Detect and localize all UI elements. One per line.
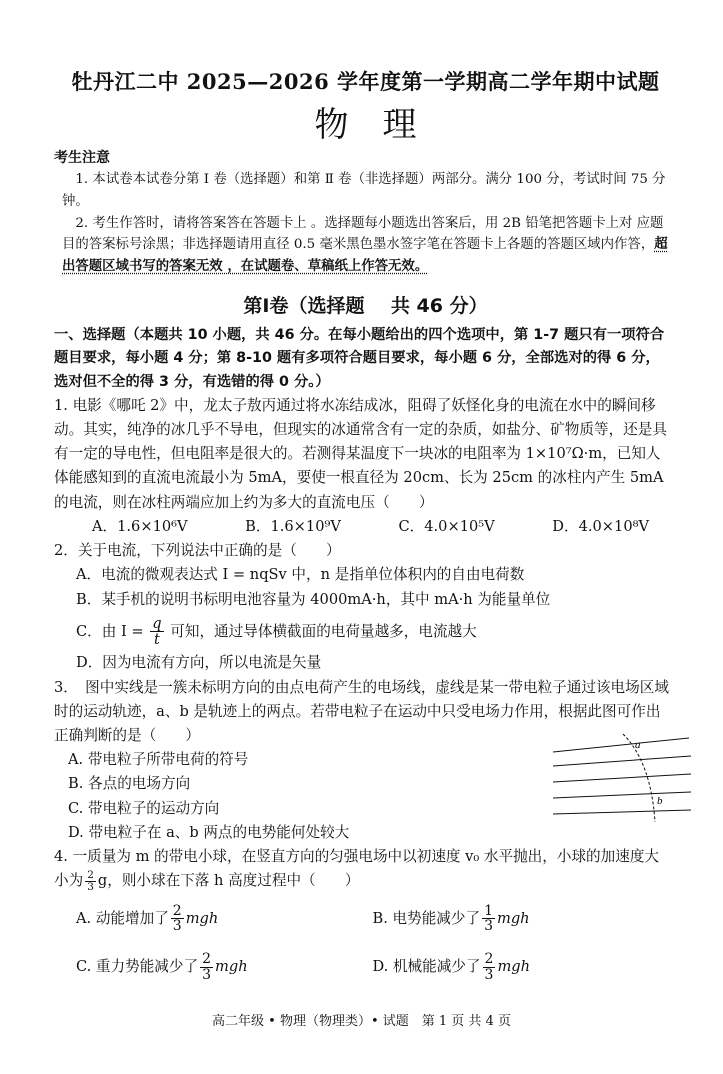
question-1-option-c: C．4.0×10⁵V	[398, 517, 495, 535]
fraction-denominator: 3	[202, 966, 212, 983]
notice-heading: 考生注意	[54, 150, 110, 167]
question-4-stem-part-2: g，则小球在下落 h 高度过程中（ ）	[97, 872, 360, 890]
option-d-unit: mgh	[497, 958, 531, 976]
question-4-option-a	[76, 904, 373, 934]
field-line	[553, 792, 691, 798]
question-2-option-c-suffix: 可知，通过导体横截面的电荷量越多，电流越大	[170, 622, 477, 640]
question-3-option-b: B. 各点的电场方向	[68, 775, 191, 793]
fraction-numerator: 2	[202, 950, 212, 967]
question-1-option-b: B．1.6×10⁹V	[245, 517, 341, 535]
question-2-stem: 2．关于电流，下列说法中正确的是（ ）	[54, 542, 341, 560]
question-4-stem	[54, 845, 669, 893]
option-d-fraction	[483, 952, 496, 982]
notice-item-1: 1. 本试卷本试卷分第 Ⅰ 卷（选择题）和第 Ⅱ 卷（非选择题）两部分。满分 100 分，考试时间 75 分钟。	[62, 172, 666, 209]
question-1	[54, 394, 669, 515]
part-one-title: 第Ⅰ卷（选择题 共 46 分）	[243, 294, 488, 317]
option-a-text: A. 动能增加了	[76, 909, 169, 927]
subject-title: 物理	[314, 105, 451, 146]
question-2-option-c	[54, 616, 669, 648]
field-line	[553, 810, 691, 814]
option-b-unit: mgh	[497, 909, 530, 927]
fraction-numerator: q	[152, 614, 162, 632]
fraction-numerator: 1	[484, 902, 493, 919]
option-a-fraction	[171, 904, 184, 934]
field-line	[553, 756, 691, 766]
question-1-option-d: D．4.0×10⁸V	[552, 517, 649, 535]
acceleration-fraction	[85, 870, 96, 893]
question-3-option-d: D. 带电粒子在 a、b 两点的电势能何处较大	[68, 823, 350, 841]
question-2-option-d: D．因为电流有方向，所以电流是矢量	[76, 654, 322, 672]
question-3-option-a: A. 带电粒子所带电荷的符号	[68, 751, 249, 769]
field-line	[553, 738, 689, 752]
exam-title: 牡丹江二中 2025—2026 学年度第一学期高二学年期中试题	[71, 69, 660, 94]
question-1-option-a: A．1.6×10⁶V	[92, 517, 188, 535]
figure-label-a: a	[635, 738, 641, 751]
question-4-option-c	[76, 952, 373, 982]
notice-block	[62, 169, 669, 278]
option-b-text: B. 电势能减少了	[372, 909, 481, 927]
notice-item-2	[62, 213, 669, 278]
electric-field-figure	[551, 732, 693, 824]
option-b-fraction	[482, 904, 495, 934]
option-c-fraction	[200, 952, 213, 982]
fraction-denominator: 3	[484, 918, 493, 935]
question-2-option-c-prefix: C．由 I =	[76, 622, 144, 640]
question-3	[54, 676, 669, 846]
current-formula-fraction	[150, 616, 163, 648]
notice-item-2-warning: 超出答题区域书写的答案无效 ，在试题卷、草稿纸上作答无效。	[62, 237, 668, 274]
question-4-options	[54, 904, 669, 983]
section-intro: 一、选择题（本题共 10 小题，共 46 分。在每小题给出的四个选项中，第 1-7 题只有一项符合题目要求，每小题 4 分；第 8-10 题有多项符合题目要求，每小题 6 分，全部选对的得 6 分，选对但不全的得 3 分，有选错的得 0 分。）	[54, 327, 665, 390]
fraction-numerator: 2	[172, 902, 182, 919]
question-1-stem: 1. 电影《哪吒 2》中，龙太子敖丙通过将水冻结成冰，阻碍了妖怪化身的电流在水中的瞬间移动。其实，纯净的冰几乎不导电，但现实的冰通常含有一定的杂质，如盐分、矿物质等，还是具有一定的导电性，但电阻率是很大的。若测得某温度下一块冰的电阻率为 1×10⁷Ω·m，已知人体能感知到的直流电流最小为 5mA，要使一根直径为 20cm、长为 25cm 的冰柱内产生 5mA 的电流，则在冰柱两端应加上约为多大的直流电压（ ）	[54, 396, 667, 511]
notice-item-2-text: 2. 考生作答时，请将答案答在答题卡上 。选择题每小题选出答案后，用 2B 铅笔把答题卡上对 应题目的答案标号涂黑；非选择题请用直径 0.5 毫米黑色墨水签字笔在答题卡上各题的答题区域内作答，	[62, 215, 664, 253]
fraction-numerator: 2	[87, 868, 94, 881]
question-2-option-a: A．电流的微观表达式 I = nqSv 中，n 是指单位体积内的自由电荷数	[76, 566, 525, 584]
question-4-option-b	[373, 904, 670, 934]
field-line	[553, 774, 691, 782]
option-c-text: C. 重力势能减少了	[76, 958, 199, 976]
option-a-unit: mgh	[185, 909, 219, 927]
question-3-stem: 3． 图中实线是一簇未标明方向的由点电荷产生的电场线，虚线是某一带电粒子通过该电场区域时的运动轨迹，a、b 是轨迹上的两点。若带电粒子在运动中只受电场力作用，根据此图可作出正确判断的是（ ）	[54, 678, 669, 745]
figure-label-b: b	[657, 794, 663, 807]
page-footer: 高二年级 • 物理（物理类）• 试题 第 1 页 共 4 页	[212, 1014, 511, 1029]
option-c-unit: mgh	[215, 958, 248, 976]
fraction-denominator: 3	[172, 918, 182, 935]
question-4-option-d	[373, 952, 670, 982]
question-4-stem-part-1: 4. 一质量为 m 的带电小球，在竖直方向的匀强电场中以初速度 v₀ 水平抛出，小球的加速度大小为	[54, 848, 660, 890]
fraction-denominator: 3	[484, 966, 494, 983]
question-1-options	[62, 515, 669, 539]
fraction-denominator: 3	[87, 880, 94, 893]
question-3-option-c: C. 带电粒子的运动方向	[68, 799, 220, 817]
option-d-text: D. 机械能减少了	[372, 958, 481, 976]
fraction-numerator: 2	[484, 950, 494, 967]
fraction-denominator: t	[154, 631, 160, 649]
question-2-option-b: B．某手机的说明书标明电池容量为 4000mA·h，其中 mA·h 为能量单位	[76, 590, 551, 608]
